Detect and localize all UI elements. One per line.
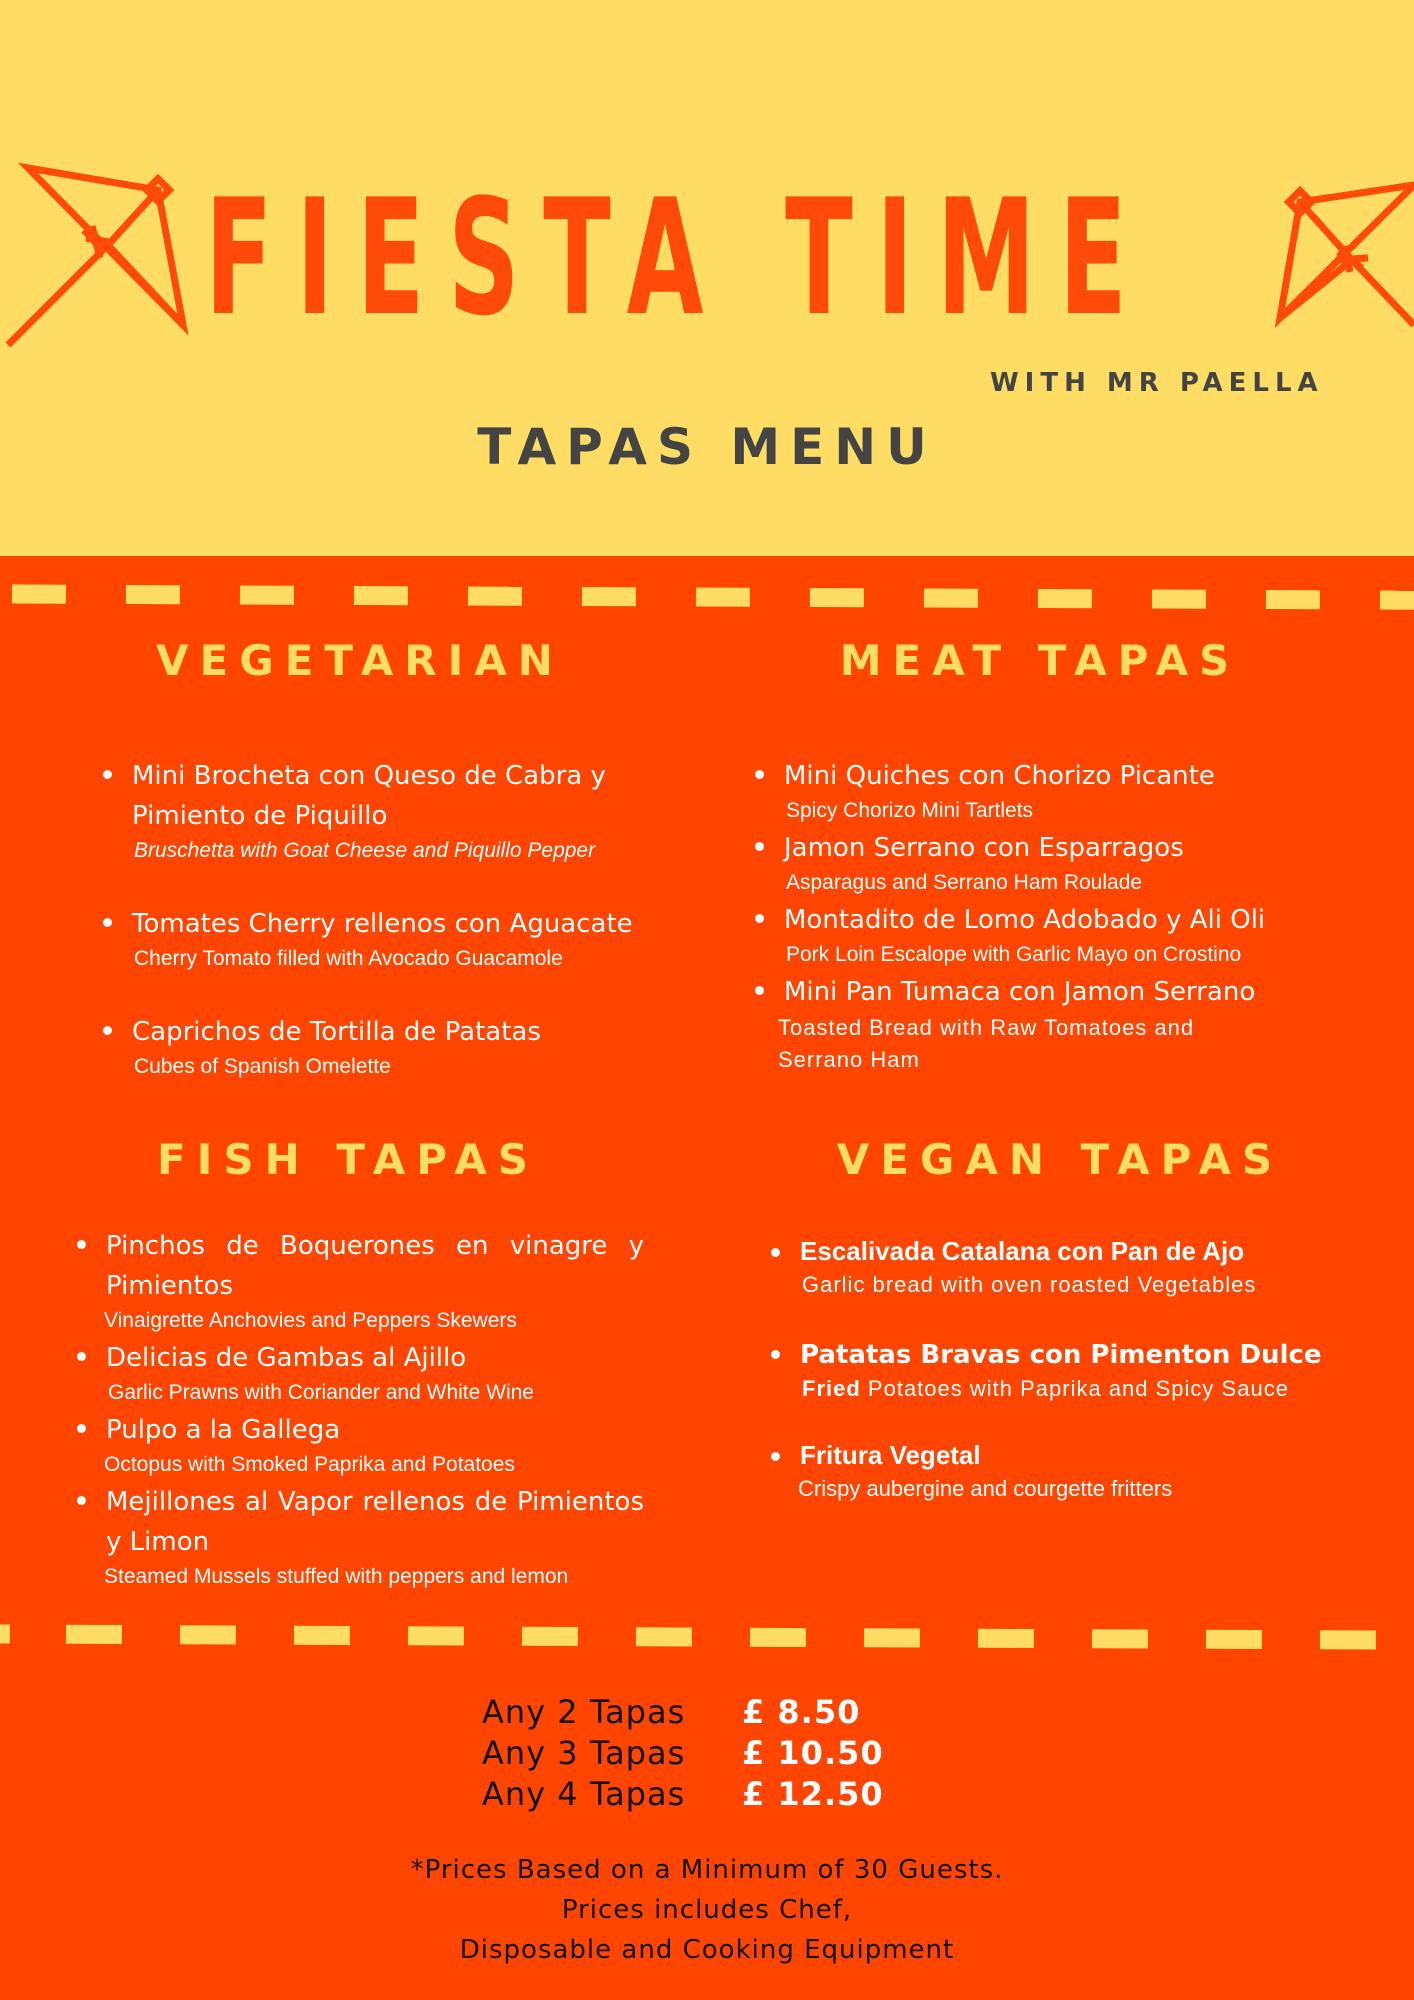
list-item: [768, 1438, 1388, 1506]
page-title: FIESTA TIME: [205, 164, 1151, 351]
item-name: Montadito de Lomo Adobado y Ali Oli: [784, 905, 1266, 935]
item-name: Mejillones al Vapor rellenos de Pimientos y Limon: [106, 1487, 644, 1557]
list-item: [768, 1336, 1388, 1404]
section-heading-meat: MEAT TAPAS: [839, 636, 1241, 685]
header-banner: [0, 0, 1414, 556]
item-name: Delicias de Gambas al Ajillo: [106, 1343, 467, 1373]
item-desc: Spicy Chorizo Mini Tartlets: [786, 799, 1034, 822]
item-desc: Garlic bread with oven roasted Vegetables: [802, 1272, 1257, 1297]
list-item: [752, 756, 1352, 826]
note-line: Prices includes Chef,: [561, 1895, 853, 1925]
section-heading-vegan: VEGAN TAPAS: [836, 1135, 1284, 1184]
item-desc-line: [800, 1374, 1388, 1404]
price-row: [482, 1733, 884, 1774]
item-name: Patatas Bravas con Pimenton Dulce: [800, 1340, 1322, 1370]
list-item: [74, 1482, 644, 1592]
subtitle: WITH MR PAELLA: [990, 368, 1324, 398]
list-item: [74, 1226, 644, 1336]
umbrella-icon-right: [1270, 160, 1414, 360]
price-table: [482, 1692, 884, 1815]
item-desc: Steamed Mussels stuffed with peppers and lemon: [104, 1565, 569, 1588]
price-row: [482, 1774, 884, 1815]
item-name: Mini Brocheta con Queso de Cabra y Pimiento de Piquillo: [132, 761, 606, 831]
dashed-divider-bottom: [0, 1622, 1414, 1652]
price-value: £ 10.50: [742, 1734, 884, 1772]
item-name: Mini Pan Tumaca con Jamon Serrano: [784, 977, 1256, 1007]
list-item: [100, 756, 690, 866]
item-desc: Bruschetta with Goat Cheese and Piquillo Pepper: [134, 839, 596, 862]
price-label: Any 2 Tapas: [482, 1693, 686, 1731]
menu-title: TAPAS MENU: [477, 418, 937, 476]
item-name: Caprichos de Tortilla de Patatas: [132, 1017, 541, 1047]
price-note: [0, 1850, 1414, 1970]
list-item: [752, 972, 1352, 1076]
item-name: Tomates Cherry rellenos con Aguacate: [132, 909, 633, 939]
list-item: [100, 1012, 690, 1082]
item-desc: Vinaigrette Anchovies and Peppers Skewers: [104, 1309, 517, 1332]
section-heading-vegetarian: VEGETARIAN: [156, 636, 564, 685]
list-item: [768, 1234, 1388, 1302]
price-label: Any 3 Tapas: [482, 1734, 686, 1772]
item-desc: Octopus with Smoked Paprika and Potatoes: [104, 1453, 515, 1476]
price-value: £ 12.50: [742, 1775, 884, 1813]
item-name: Mini Quiches con Chorizo Picante: [784, 761, 1215, 791]
item-desc: Cubes of Spanish Omelette: [134, 1055, 391, 1078]
item-desc: Crispy aubergine and courgette fritters: [798, 1476, 1173, 1501]
item-desc: Cherry Tomato filled with Avocado Guacamole: [134, 947, 563, 970]
note-line: Disposable and Cooking Equipment: [459, 1935, 955, 1965]
list-item: [752, 828, 1352, 898]
note-line: *Prices Based on a Minimum of 30 Guests.: [410, 1855, 1004, 1885]
item-name: Fritura Vegetal: [800, 1440, 981, 1470]
item-name: Pinchos de Boquerones en vinagre y Pimientos: [106, 1231, 644, 1301]
item-desc: Toasted Bread with Raw Tomatoes and Serrano Ham: [778, 1015, 1195, 1072]
list-item: [74, 1338, 644, 1408]
vegetarian-list: [100, 756, 690, 1082]
dashed-divider-top: [0, 580, 1414, 610]
price-value: £ 8.50: [742, 1693, 861, 1731]
vegan-list: [768, 1234, 1388, 1506]
item-name: Escalivada Catalana con Pan de Ajo: [800, 1236, 1245, 1266]
item-desc: Asparagus and Serrano Ham Roulade: [786, 871, 1143, 894]
price-label: Any 4 Tapas: [482, 1775, 686, 1813]
item-desc: Pork Loin Escalope with Garlic Mayo on Crostino: [786, 943, 1242, 966]
list-item: [100, 904, 690, 974]
meat-list: [752, 756, 1352, 1076]
item-desc-bold: Fried: [802, 1376, 861, 1401]
item-name: Jamon Serrano con Esparragos: [784, 833, 1184, 863]
list-item: [74, 1410, 644, 1480]
item-desc: Garlic Prawns with Coriander and White Wine: [108, 1381, 534, 1404]
price-row: [482, 1692, 884, 1733]
fish-list: [74, 1226, 644, 1592]
item-desc: Potatoes with Paprika and Spicy Sauce: [867, 1376, 1289, 1401]
list-item: [752, 900, 1352, 970]
item-name: Pulpo a la Gallega: [106, 1415, 341, 1445]
umbrella-icon-left: [0, 160, 200, 360]
section-heading-fish: FISH TAPAS: [157, 1135, 539, 1184]
